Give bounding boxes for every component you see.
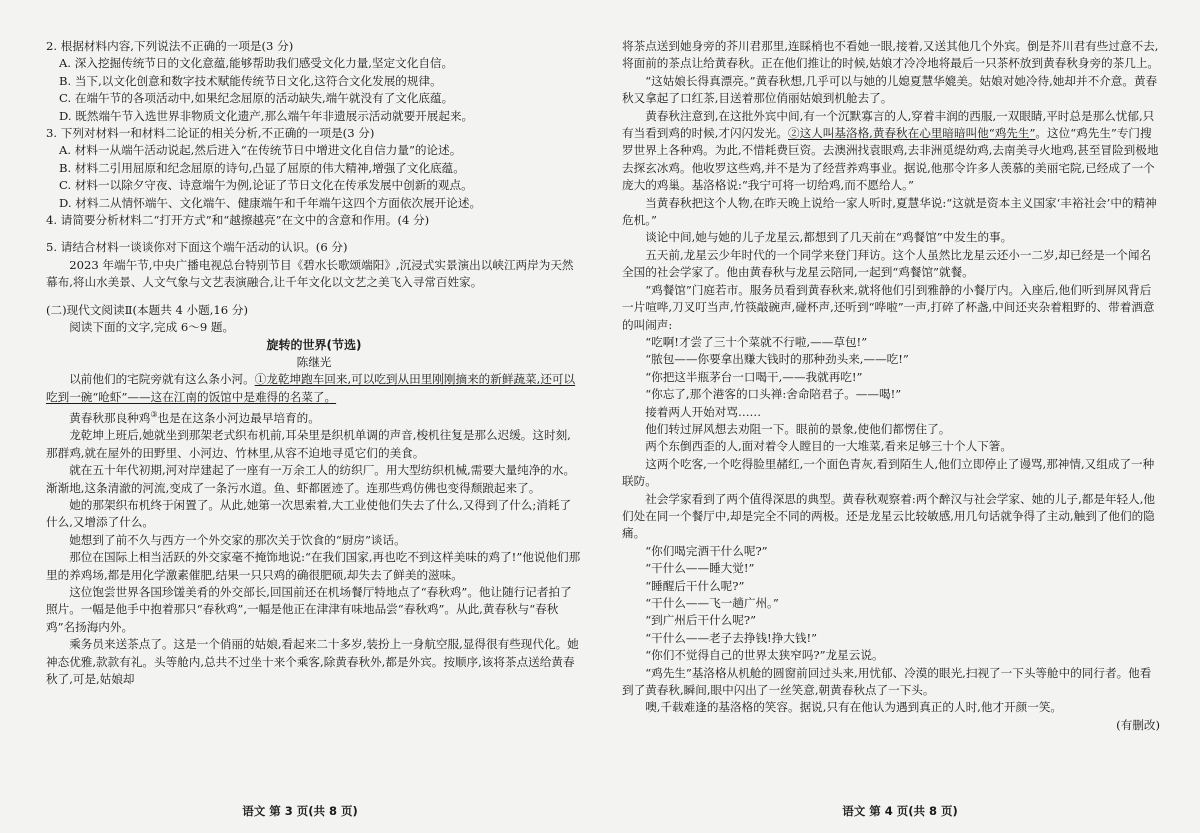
article-paragraph-6: 她想到了前不久与西方一个外交家的那次关于饮食的“厨房”谈话。: [69, 532, 406, 547]
p1-plain: 以前他们的宅院旁就有这么条小河。: [69, 372, 255, 387]
q3-option-a: A. 材料一从端午活动说起,然后进入“在传统节日中增进文化自信力量”的论述。: [59, 143, 462, 158]
article-paragraph-7: 那位在国际上相当活跃的外交家毫不掩饰地说:“在我们国家,再也吃不到这样美味的鸡了!”他说他们那里的养鸡场,都是用化学激素催肥,结果一只只鸡的确很肥硕,却失去了鲜美的滋味。: [46, 550, 581, 582]
dialogue-line-1: “吃啊!才尝了三十个菜就不行啦,——草包!”: [645, 334, 868, 349]
article-paragraph-17: 接着两人开始对骂……: [645, 404, 762, 419]
article-paragraph-4: 就在五十年代初期,河对岸建起了一座有一万余工人的纺织厂。用大型纺织机械,需要大量纯净的水。渐渐地,这条清澈的河流,变成了一条污水道。鱼、虾都匿迹了。连那些鸡仿佛也变得颓踉起来了。: [46, 463, 576, 495]
article-paragraph-14: 谈论中间,她与她的儿子龙星云,都想到了几天前在“鸡餐馆”中发生的事。: [645, 230, 1013, 245]
dialogue-line-8: “干什么——飞一趟广州。”: [645, 596, 779, 610]
q5-stem: 5. 请结合材料一谈谈你对下面这个端午活动的认识。(6 分): [46, 240, 348, 255]
article-paragraph-16: “鸡餐馆”门庭若市。服务员看到黄春秋来,就将他们引到雅静的小餐厅内。入座后,他们听到屏风背后一片喧哗,刀叉叮当声,竹筷敲碗声,碰杯声,还听到“哗啦”一声,打碎了杯盏,中间还夹杂着粗野的、带着酒意的叫闹声:: [622, 282, 1155, 332]
dialogue-line-9: “到广州后干什么呢?”: [645, 613, 757, 628]
q3-option-b: B. 材料二引用屈原和纪念屈原的诗句,凸显了屈原的伟大精神,增强了文化底蕴。: [59, 160, 465, 175]
q2-stem: 2. 根据材料内容,下列说法不正确的一项是(3 分): [46, 39, 294, 53]
article-paragraph-9: 乘务员来送茶点了。这是一个俏丽的姑娘,看起来二十多岁,装扮上一身航空服,显得很有些现代化。她神态优雅,款款有礼。头等舱内,总共不过坐十来个乘客,除黄春秋外,都是外宾。按顺序,该将茶点送给黄春秋了,可是,姑娘却: [46, 637, 579, 687]
article-paragraph-23: 噢,千载难逢的基洛格的笑容。据说,只有在他认为遇到真正的人时,他才开颜一笑。: [645, 700, 1063, 715]
section2-heading: (二)现代文阅读Ⅱ(本题共 4 小题,16 分): [46, 302, 248, 317]
article-title: 旋转的世界(节选): [266, 337, 362, 352]
left-column: [46, 38, 582, 688]
article-paragraph-3: 龙乾坤上班后,她就坐到那架老式织布机前,耳朵里是织机单调的声音,梭机往复是那么迟缓。这时刻,那群鸡,就在屋外的田野里、小河边、竹林里,从容不迫地寻觅它们的美食。: [46, 428, 571, 460]
article-paragraph-13: 当黄春秋把这个人物,在昨天晚上说给一家人听时,夏慧华说:“这就是资本主义国家‘丰裕社会’中的精神危机。”: [622, 195, 1157, 228]
dialogue-line-5: “你们喝完酒干什么呢?”: [645, 543, 768, 558]
p1-underlined-sentence: ①龙乾坤跑车回来,可以吃到从田里刚刚摘来的新鲜蔬菜,还可以吃到一碗“呛虾”——这在江南的饭馆中是难得的名菜了。: [46, 372, 576, 404]
article-paragraph-11: “这姑娘长得真漂亮。”黄春秋想,几乎可以与她的儿媳夏慧华媲美。姑娘对她冷待,她却并不介意。黄春秋又拿起了口红茶,目送着那位俏丽姑娘到机舱去了。: [622, 73, 1158, 106]
p2-b: 也是在这条小河边最早培育的。: [157, 410, 320, 425]
r3-underlined-sentence: ②这人叫基洛格,黄春秋在心里暗暗叫他“鸡先生”: [788, 126, 1036, 141]
section2-instruction: 阅读下面的文字,完成 6～9 题。: [69, 320, 235, 335]
article-paragraph-22: “鸡先生”基洛格从机舱的圆窗前回过头来,用忧郁、冷漠的眼光,扫视了一下头等舱中的同行者。他看到了黄春秋,瞬间,眼中闪出了一丝笑意,朝黄春秋点了一下头。: [622, 665, 1152, 698]
q2-option-c: C. 在端午节的各项活动中,如果纪念屈原的活动缺失,端午就没有了文化底蕴。: [59, 91, 454, 106]
page-4: [600, 0, 1200, 833]
r3-a: 黄春秋注意到,在这批外宾中间,有一个沉默寡言的人,穿着丰润的西服,一双眼睛,平时总是那么忧郁,只有当看到鸡的时候,才闪闪发光。: [622, 108, 1155, 141]
article-paragraph-18: 他们转过屏风想去劝阻一下。眼前的景象,使他们都愣住了。: [645, 421, 951, 436]
q2-option-a: A. 深入挖掘传统节日的文化意蕴,能够帮助我们感受文化力量,坚定文化自信。: [59, 56, 454, 71]
q5-material: 2023 年端午节,中央广播电视总台特别节目《碧水长歌颂端阳》,沉浸式实景演出以峡江两岸为天然幕布,将山水美景、人文气象与文艺表演融合,让千年文化以文艺之美飞入寻常百姓家。: [46, 257, 574, 290]
dialogue-line-6: “干什么——睡大觉!”: [645, 561, 755, 576]
dialogue-line-4: “你忘了,那个港客的口头禅:舍命陪君子。——喝!”: [645, 387, 902, 402]
dialogue-line-11: “你们不觉得自己的世界太狭窄吗?”龙星云说。: [645, 648, 884, 663]
article-paragraph-21: 社会学家看到了两个值得深思的典型。黄春秋观察着:两个醉汉与社会学家、她的儿子,都是年轻人,他们处在同一个餐厅中,却是完全不同的两极。还是龙星云比较敏感,用几句话就争得了主动,触到了他们的隐痛。: [622, 491, 1155, 541]
q2-option-d: D. 既然端午节入选世界非物质文化遗产,那么端午年非遗展示活动就要开展起来。: [59, 108, 474, 123]
article-paragraph-8: 这位饱尝世界各国珍馐美肴的外交部长,回国前还在机场餐厅特地点了“春秋鸡”。他让随行记者拍了照片。一幅是他手中抱着那只“春秋鸡”,一幅是他正在津津有味地品尝“春秋鸡”。从此,黄春秋与“春秋鸡”名扬海内外。: [46, 585, 572, 634]
q3-option-d: D. 材料二从情怀端午、文化端午、健康端午和千年端午这四个方面依次展开论述。: [59, 195, 482, 210]
article-paragraph-20: 这两个吃客,一个吃得脸里赭红,一个面色青灰,看到陌生人,他们立即停止了谩骂,那神情,又组成了一种联防。: [622, 456, 1155, 489]
article-paragraph-19: 两个东倒西歪的人,面对着令人瞠目的一大堆菜,看来足够三十个人下箸。: [645, 439, 1012, 454]
q4-stem: 4. 请简要分析材料二“打开方式”和“越擦越亮”在文中的含意和作用。(4 分): [46, 213, 430, 228]
q2-option-b: B. 当下,以文化创意和数字技术赋能传统节日文化,这符合文化发展的规律。: [59, 73, 442, 88]
dialogue-line-3: “你把这半瓶茅台一口喝干,——我就再吃!”: [645, 369, 863, 384]
dialogue-line-10: “干什么——老子去挣钱!挣大钱!”: [645, 630, 818, 645]
article-author: 陈继光: [296, 354, 332, 369]
p2-footnote-mark: ③: [150, 410, 158, 420]
q3-option-c: C. 材料一以除夕守夜、诗意端午为例,论证了节日文化在传承发展中创新的观点。: [59, 178, 473, 193]
dialogue-line-7: “睡醒后干什么呢?”: [645, 578, 745, 593]
article-paragraph-10: 将茶点送到她身旁的芥川君那里,连睬梢也不看她一眼,接着,又送其他几个外宾。倒是芥川君有些过意不去,将面前的茶点让给黄春秋。正在他们推让的时候,姑娘才冷冷地将最后一只茶杯放到黄春秋身旁的茶几上。: [622, 39, 1160, 71]
article-paragraph-1: [46, 371, 582, 406]
article-paragraph-15: 五天前,龙星云少年时代的一个同学来登门拜访。这个人虽然比龙星云还小一二岁,却已经是一个闻名全国的社会学家了。他由黄春秋与龙星云陪同,一起到“鸡餐馆”就餐。: [622, 247, 1152, 280]
page-footer-left: 语文 第 3 页(共 8 页): [242, 804, 358, 818]
q3-stem: 3. 下列对材料一和材料二论证的相关分析,不正确的一项是(3 分): [46, 126, 375, 141]
source-note: (有删改): [1116, 717, 1160, 732]
p2-a: 黄春秋那良种鸡: [69, 410, 151, 425]
right-column: [622, 38, 1160, 734]
article-paragraph-12: [622, 108, 1160, 195]
r3-b: 。这位“鸡先生”专门搜罗世界上各种鸡。为此,不惜耗费巨资。去澳洲找袁眼鸡,去非洲觅缇幼鸡,去南美寻火地鸡,甚至冒险到极地去探玄冰鸡。他收罗这些鸡,并不是为了经营养鸡事业。据说,他那令许多人羡慕的美丽宅院,已经成了一个庞大的鸡巢。基洛格说:“我宁可将一切给鸡,而不愿给人。”: [622, 126, 1159, 193]
dialogue-line-2: “脓包——你要拿出赚大钱时的那种劲头来,——吃!”: [645, 352, 909, 367]
page-footer-right: 语文 第 4 页(共 8 页): [842, 804, 958, 818]
article-paragraph-2: [46, 406, 582, 427]
article-paragraph-5: 她的那架织布机终于闲置了。从此,她第一次思索着,大工业使他们失去了什么,又得到了什么;消耗了什么,又增添了什么。: [46, 498, 572, 530]
